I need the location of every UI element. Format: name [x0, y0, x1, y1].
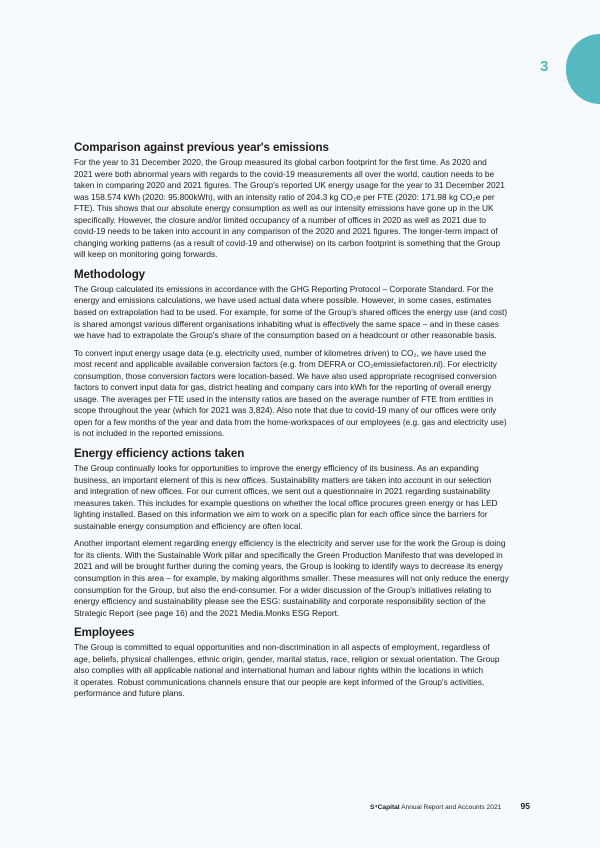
page-footer [370, 801, 530, 811]
section-number: 3 [540, 58, 549, 75]
section-heading: Employees [74, 626, 135, 640]
section-energy-efficiency [74, 446, 534, 619]
paragraph: The Group continually looks for opportunities to improve the energy efficiency of its business. As an expanding business, an important element of this is new offices. Sustainability matters are taken into account in our selection and integration of new offices. For our current offices, we sent out a questionnaire in 2021 regarding sustainability measures taken. This includes for example questions on whether the local office procures green energy or has LED lighting installed. Based on this information we aim to work on a specific plan for each office since the barriers for sustainable energy consumption and efficiency are often local. [74, 463, 498, 531]
footer-brand: S⁴Capital [370, 804, 400, 811]
paragraph: For the year to 31 December 2020, the Group measured its global carbon footprint for the first time. As 2020 and 2021 were both abnormal years with regards to the covid-19 measurements all over the world, caution needs to be taken in comparing 2020 and 2021 figures. The Group's reported UK energy usage for the year to 31 December 2021 was 158.574 kWh (2020: 95.800kWh), with an intensity ratio of 204.3 kg CO₂e per FTE (2020: 171.98 kg CO₂e per FTE). This shows that our absolute energy consumption as well as our intensity emissions have gone up in the UK specifically. However, the closure and/or limited occupancy of a number of offices in 2020 as well as 2021 due to covid-19 needs to be taken into account in any comparison of the 2020 and 2021 figures. The longer-term impact of changing working patterns (as a result of covid-19 and otherwise) on its carbon footprint is something that the Group will keep on monitoring going forwards. [74, 157, 505, 260]
section-heading: Energy efficiency actions taken [74, 447, 245, 461]
paragraph: Another important element regarding energy efficiency is the electricity and server use for the work the Group is doing for its clients. With the Sustainable Work pillar and specifically the Green Production Manifesto that was developed in 2021 and will be brought further during the coming years, the Group is looking to identify ways to decrease its energy consumption in this area – for example, by making algorithms smaller. These measures will not only reduce the energy consumption for the Group, but also the end-consumer. For a wider discussion of the Group's initiatives relating to energy efficiency and sustainability please see the ESG: sustainability and corporate responsibility section of the Strategic Report (see page 16) and the 2021 Media.Monks ESG Report. [74, 538, 509, 618]
paragraph: The Group calculated its emissions in accordance with the GHG Reporting Protocol – Corporate Standard. For the energy and emissions calculations, we have used actual data where possible. However, in some cases, estimates based on extrapolation had to be used. For example, for some of the Group's shared offices the energy use (and cost) is shared amongst various different organisations inhabiting what is effectively the same space – and in these cases we have had to extrapolate the Group's share of the consumption based on a headcount or other reasonable basis. [74, 283, 508, 341]
section-heading: Comparison against previous year's emissions [74, 141, 329, 154]
section-comparison [74, 140, 534, 261]
paragraph: The Group is committed to equal opportunities and non-discrimination in all aspects of employment, regardless of age, beliefs, physical challenges, ethnic origin, gender, marital status, race, religion or sexual orientation. The Group also complies with all applicable national and international human and labour rights within the locations in which it operates. Robust communications channels ensure that our people are kept informed of the Group's activities, performance and future plans. [74, 642, 500, 699]
section-methodology [74, 267, 534, 440]
paragraph: To convert input energy usage data (e.g. electricity used, number of kilometres driven) to CO₂, we have used the most recent and applicable available conversion factors (e.g. from DEFRA or CO₂emissiefactoren.nl). For electricity consumption, those conversion factors were location-based. We have also used appropriate recognised conversion factors to convert input data for gas, district heating and company cars into kWh for the reporting of overall energy usage. The averages per FTE used in the intensity ratios are based on the average number of FTE from entities in scope throughout the year (which for 2021 was 3,824). Also note that due to covid-19 many of our offices were only open for a few months of the year and data from the home-workspaces of our employees (e.g. gas and electricity use) is not included in the reported emissions. [74, 347, 507, 439]
page-number: 95 [520, 801, 530, 811]
section-heading: Methodology [74, 267, 146, 281]
page-content [74, 140, 534, 706]
section-tab-circle [566, 34, 600, 104]
footer-report-title: Annual Report and Accounts 2021 [401, 804, 502, 811]
footer-title [370, 804, 501, 811]
section-employees [74, 625, 534, 700]
